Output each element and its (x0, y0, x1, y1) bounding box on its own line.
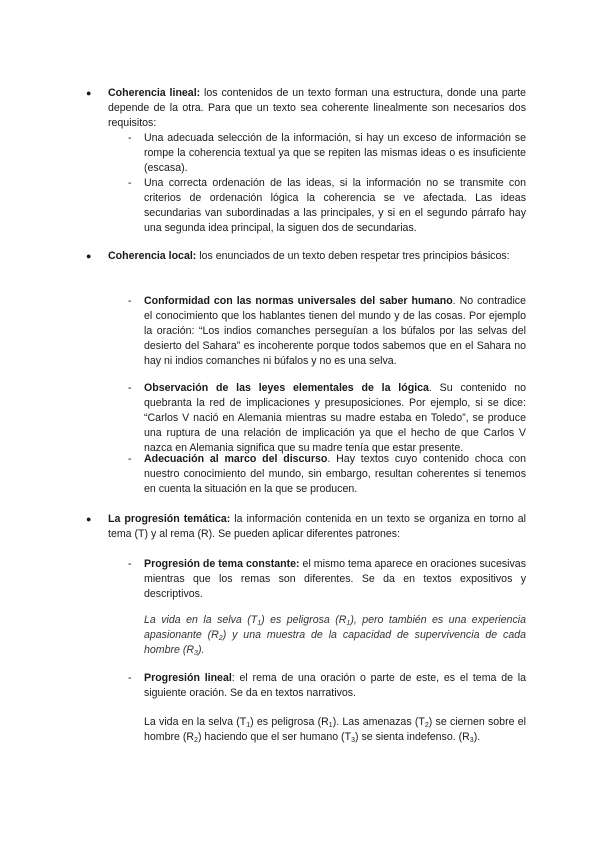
progresion-paragraph (108, 512, 526, 542)
example-text: ) es peligrosa (R (261, 614, 347, 626)
example-text: ). (197, 643, 205, 656)
example-tema-constante (144, 613, 526, 658)
example-text: ) se sienta indefenso. (R (354, 730, 470, 743)
pattern-lineal-term: Progresión lineal (144, 672, 232, 684)
coherencia-lineal-term: Coherencia lineal: (108, 87, 201, 99)
example-text: ) haciendo que el ser humano (T (197, 730, 352, 743)
principle-conformidad (144, 294, 526, 369)
subscript: 3 (351, 736, 355, 744)
coherencia-lineal-paragraph (108, 86, 526, 131)
dash-marker: - (128, 132, 132, 144)
example-text: ) es peligrosa (R (250, 716, 329, 728)
pattern-tema-constante-term: Progresión de tema constante: (144, 558, 300, 570)
coherencia-lineal-text: los contenidos de un texto forman una estructura, donde una parte depende de la otra. Para que un texto sea coherente linealmente son necesarios dos requisitos: (108, 87, 526, 129)
coherencia-local-text: los enunciados de un texto deben respetar tres principios básicos: (196, 250, 510, 262)
dash-marker: - (128, 382, 132, 394)
coherencia-local-term: Coherencia local: (108, 250, 197, 262)
example-text: ) se ciernen sobre el hombre (R (144, 716, 526, 743)
principle-logica-term: Observación de las leyes elementales de la lógica (144, 382, 429, 394)
pattern-lineal (144, 671, 526, 701)
example-text: La vida en la selva (T (144, 614, 258, 626)
example-lineal (144, 715, 526, 745)
progresion-term: La progresión temática: (108, 513, 231, 525)
progresion-text: la información contenida en un texto se organiza en torno al tema (T) y al rema (R). Se pueden aplicar diferentes patrones: (108, 513, 527, 540)
example-text: La vida en la selva (T (144, 716, 247, 728)
bullet-marker: ● (86, 514, 92, 524)
principle-conformidad-text: . No contradice el conocimiento que los hablantes tienen del mundo y de las cosas. Por ejemplo la oración: “Los indios comanches perseguían a los búfalos por las selvas del desierto del Sahara” es incoherente porque todos sabemos que en el Sahara no hay ni indios comanches ni búfalos y no es una selva. (144, 295, 526, 367)
subscript: 2 (218, 634, 223, 642)
subscript: 3 (469, 736, 474, 744)
dash-marker: - (128, 672, 132, 684)
subscript: 1 (246, 722, 251, 729)
bullet-marker: ● (86, 251, 92, 261)
dash-marker: - (128, 453, 132, 465)
principle-adecuacion (144, 452, 526, 497)
subscript: 3 (194, 649, 198, 657)
example-text: ), pero también es una experiencia apasionante (R (144, 614, 526, 641)
principle-logica (144, 381, 526, 456)
requirement-seleccion: Una adecuada selección de la información, si hay un exceso de información se rompe la coherencia textual ya que se repiten las mismas ideas o es insuficiente (escasa). (144, 132, 526, 174)
subscript: 1 (257, 620, 262, 627)
subscript: 2 (194, 736, 198, 744)
coherencia-local-paragraph (108, 249, 526, 264)
subscript: 1 (346, 620, 351, 627)
subscript: 1 (328, 722, 333, 729)
requirement-ordenacion: Una correcta ordenación de las ideas, si la información no se transmite con criterios de ordenación lógica la coherencia se ve afectada. Las ideas secundarias van subordinadas a las principales, y si en el segundo párrafo hay una segunda idea principal, la siguen dos de secundarias. (144, 177, 526, 234)
pattern-tema-constante (144, 557, 526, 602)
example-text: ). (473, 730, 481, 743)
principle-conformidad-term: Conformidad con las normas universales del saber humano (144, 295, 453, 307)
dash-marker: - (128, 177, 132, 189)
example-text: ) y una muestra de la capacidad de supervivencia de cada hombre (R (144, 628, 526, 656)
principle-adecuacion-term: Adecuación al marco del discurso (144, 453, 328, 465)
principle-logica-text: . Su contenido no quebranta la red de implicaciones y presuposiciones. Por ejemplo, si se dice: “Carlos V nació en Alemania mientras su madre estaba en Toledo”, se produce una ruptura de una relación de implicación ya que el hecho de que Carlos V nazca en Alemania significa que su madre tenía que estar presente. (144, 382, 526, 454)
subscript: 2 (424, 722, 429, 729)
example-text: ). Las amenazas (T (332, 716, 425, 728)
dash-marker: - (128, 295, 132, 307)
pattern-lineal-text: : el rema de una oración o parte de este, es el tema de la siguiente oración. Se da en textos narrativos. (144, 672, 527, 699)
principle-adecuacion-text: . Hay textos cuyo contenido choca con nuestro conocimiento del mundo, sin embargo, resultan coherentes si tenemos en cuenta la situación en la que se producen. (144, 453, 526, 495)
bullet-marker: ● (86, 88, 92, 98)
pattern-tema-constante-text: el mismo tema aparece en oraciones sucesivas mientras que los remas son diferentes. Se da en textos expositivos y descriptivos. (144, 558, 526, 600)
dash-marker: - (128, 558, 132, 570)
